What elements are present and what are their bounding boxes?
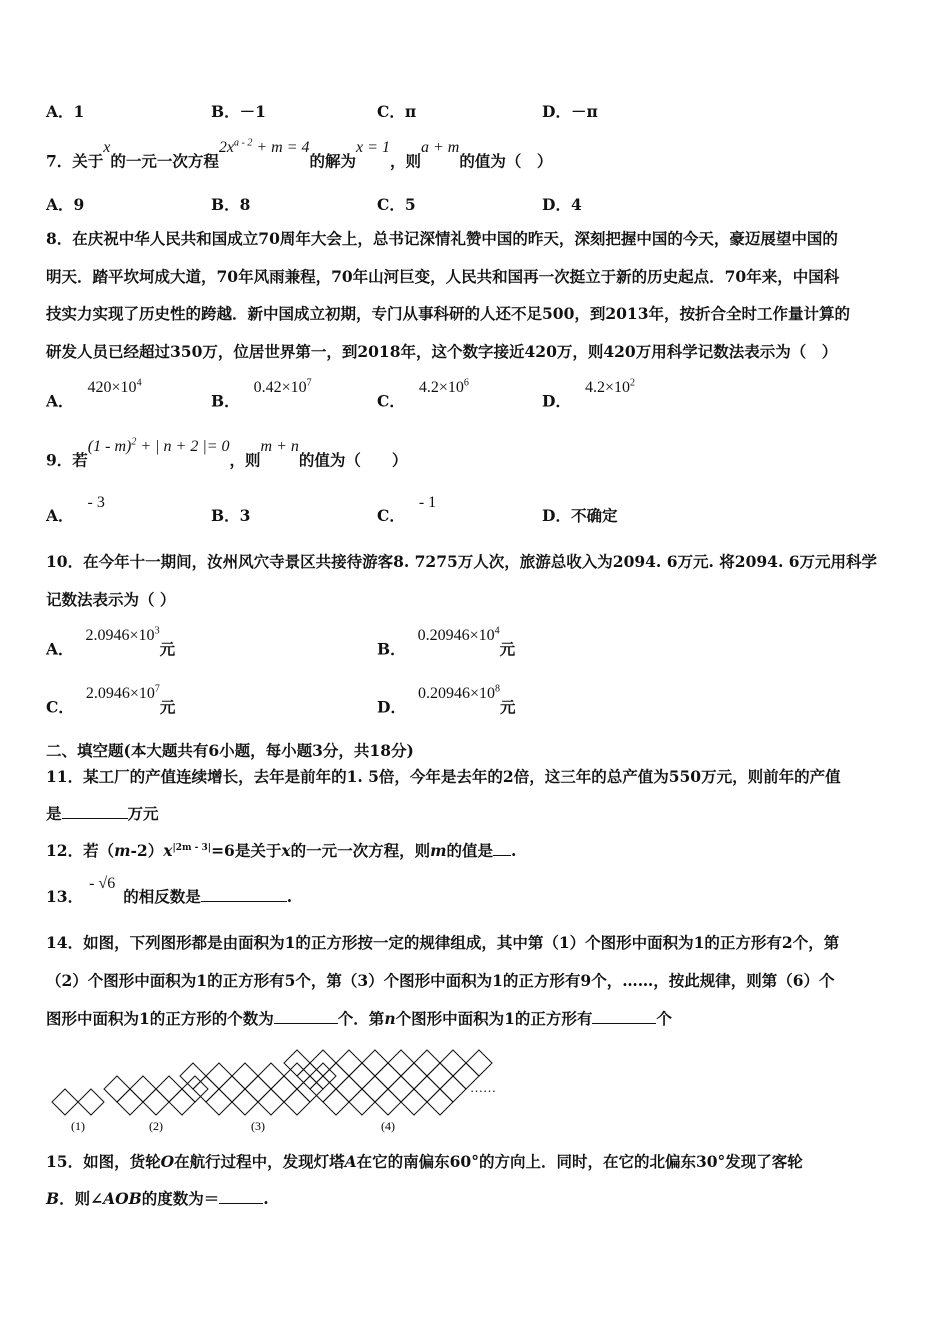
fig4-square <box>414 1050 440 1076</box>
q7-option-c: C．5 <box>377 195 416 214</box>
fig3-square <box>271 1076 297 1102</box>
q14-line-3: 图形中面积为1的正方形的个数为 个．第n个图形中面积为1的正方形有 个 <box>46 1009 672 1028</box>
fig3-square <box>232 1089 258 1115</box>
q7-stem: 7．关于x的一元一次方程$2x^{a - 2} + m = 4$的解为x = 1，则a + m的值为（ ） <box>46 138 553 171</box>
fig3-square <box>206 1089 232 1115</box>
q7-var-x: x <box>103 139 111 157</box>
q7-option-a: A．9 <box>46 195 85 214</box>
fig4-square <box>362 1050 388 1076</box>
fig-label-3: (3) <box>251 1119 265 1133</box>
fig-label-1: (1) <box>71 1119 85 1133</box>
q6-option-a: A．1 <box>46 102 85 121</box>
fig4-square <box>427 1063 453 1089</box>
q8-line-1: 8．在庆祝中华人民共和国成立70周年大会上，总书记深情礼赞中国的昨天，深刻把握中国的今天，豪迈展望中国的 <box>46 229 838 248</box>
q13-stem: 13．- √6的相反数是 . <box>46 875 293 906</box>
q6-option-d: D．－π <box>542 102 598 121</box>
q10-line-1: 10．在今年十一期间，汝州风穴寺景区共接待游客8. 7275万人次，旅游总收入为2094. 6万元. 将2094. 6万元用科学 <box>46 552 878 571</box>
q12-answer-blank[interactable] <box>493 841 511 856</box>
q8-option-a: A．$420\times 10^4$ <box>46 378 142 411</box>
q10-option-c: C．$2.0946\times 10^7$元 <box>46 684 176 717</box>
fig3-square <box>180 1063 206 1089</box>
fig3-square <box>258 1063 284 1089</box>
fig4-square <box>336 1076 362 1102</box>
q7-equation: $2x^{a - 2} + m = 4$ <box>218 138 310 157</box>
q9-stem: 9．若(1 - m)$^2$ + | n + 2 |= 0，则m + n的值为（ ） <box>46 437 408 470</box>
fig1-square <box>78 1089 104 1115</box>
fig4-square <box>375 1063 401 1089</box>
fig4-square <box>388 1050 414 1076</box>
q8-line-3: 技实力实现了历史性的跨越．新中国成立初期，专门从事科研的人还不足500，到2013年，按折合全时工作量计算的 <box>46 304 850 323</box>
fig2-square <box>104 1076 130 1102</box>
q9-expression: m + n <box>260 438 299 456</box>
fig4-square <box>336 1050 362 1076</box>
q15-line-1: 15．如图，货轮O在航行过程中，发现灯塔A在它的南偏东60°的方向上．同时，在它的北偏东30°发现了客轮 <box>46 1152 803 1171</box>
q11-line-2: 是 万元 <box>46 804 159 823</box>
q7-option-b: B．8 <box>211 195 251 214</box>
fig4-square <box>440 1076 466 1102</box>
fig3-square <box>219 1076 245 1102</box>
q15-answer-blank[interactable] <box>219 1189 263 1204</box>
fig2-square <box>182 1076 208 1102</box>
fig2-square <box>156 1076 182 1102</box>
fig3-square <box>193 1076 219 1102</box>
q8-line-4: 研发人员已经超过350万，位居世界第一，到2018年，这个数字接近420万，则420万用科学记数法表示为（ ） <box>46 342 838 361</box>
q11-answer-blank[interactable] <box>62 804 128 819</box>
section-2-heading: 二、填空题(本大题共有6小题，每小题3分，共18分) <box>46 741 414 760</box>
q9-equation: (1 - m)$^2$ + | n + 2 |= 0 <box>87 437 230 456</box>
fig4-square <box>323 1089 349 1115</box>
q14-answer-blank-1[interactable] <box>274 1009 338 1024</box>
fig-label-4: (4) <box>381 1119 395 1133</box>
q9-option-c: C．- 1 <box>377 494 437 525</box>
fig4-square <box>362 1076 388 1102</box>
fig3-square <box>206 1063 232 1089</box>
q7-option-d: D．4 <box>542 195 582 214</box>
q10-line-2: 记数法表示为（ ） <box>46 590 176 609</box>
q13-expression: - √6 <box>89 875 116 892</box>
fig4-square <box>466 1050 492 1076</box>
q14-line-1: 14．如图，下列图形都是由面积为1的正方形按一定的规律组成，其中第（1）个图形中面积为1的正方形有2个，第 <box>46 933 840 952</box>
fig4-square <box>414 1076 440 1102</box>
fig3-square <box>258 1089 284 1115</box>
fig4-square <box>401 1089 427 1115</box>
fig-label-2: (2) <box>149 1119 163 1133</box>
fig4-square <box>427 1089 453 1115</box>
fig3-square <box>232 1063 258 1089</box>
q14-figure <box>40 1040 520 1140</box>
q9-option-a: A．- 3 <box>46 494 105 525</box>
q9-option-d: D．不确定 <box>542 506 618 525</box>
q6-option-b: B．－1 <box>211 102 266 121</box>
q12-stem: 12．若$(m-2)x^{|2m - 3|}=6$是关于x的一元一次方程，则m的值是 . <box>46 841 517 861</box>
q9-option-b: B．3 <box>211 506 251 525</box>
fig2-square <box>130 1076 156 1102</box>
q14-answer-blank-2[interactable] <box>592 1009 656 1024</box>
fig2-square <box>117 1089 143 1115</box>
fig2-square <box>143 1089 169 1115</box>
q15-line-2: B．则∠AOB的度数为＝ . <box>46 1189 269 1208</box>
fig1-square <box>52 1089 78 1115</box>
fig2-square <box>169 1089 195 1115</box>
q7-solution: x = 1 <box>356 139 390 157</box>
fig3-square <box>245 1076 271 1102</box>
q6-option-c: C．π <box>377 102 417 121</box>
q11-line-1: 11．某工厂的产值连续增长，去年是前年的1. 5倍，今年是去年的2倍，这三年的总产值为550万元，则前年的产值 <box>46 767 841 786</box>
q8-option-c: C．$4.2\times 10^6$ <box>377 378 469 411</box>
fig4-square <box>349 1089 375 1115</box>
fig4-square <box>375 1089 401 1115</box>
q8-line-2: 明天．踏平坎坷成大道，70年风雨兼程，70年山河巨变，人民共和国再一次挺立于新的历史起点．70年来，中国科 <box>46 267 840 286</box>
fig-ellipsis: …… <box>470 1080 496 1095</box>
fig3-square <box>284 1089 310 1115</box>
q14-line-2: （2）个图形中面积为1的正方形有5个，第（3）个图形中面积为1的正方形有9个，……，按此规律，则第（6）个 <box>46 971 835 990</box>
q10-option-a: A．$2.0946\times 10^3$元 <box>46 626 176 659</box>
fig4-square <box>349 1063 375 1089</box>
fig4-square <box>401 1063 427 1089</box>
q8-option-b: B．$0.42\times 10^7$ <box>211 378 312 411</box>
fig4-square <box>388 1076 414 1102</box>
q8-option-d: D．$4.2\times 10^2$ <box>542 378 635 411</box>
q7-expression: a + m <box>420 139 460 157</box>
q10-option-d: D．$0.20946\times 10^8$元 <box>377 684 516 717</box>
q13-answer-blank[interactable] <box>201 887 287 902</box>
fig4-square <box>440 1050 466 1076</box>
q10-option-b: B．$0.20946\times 10^4$元 <box>377 626 516 659</box>
